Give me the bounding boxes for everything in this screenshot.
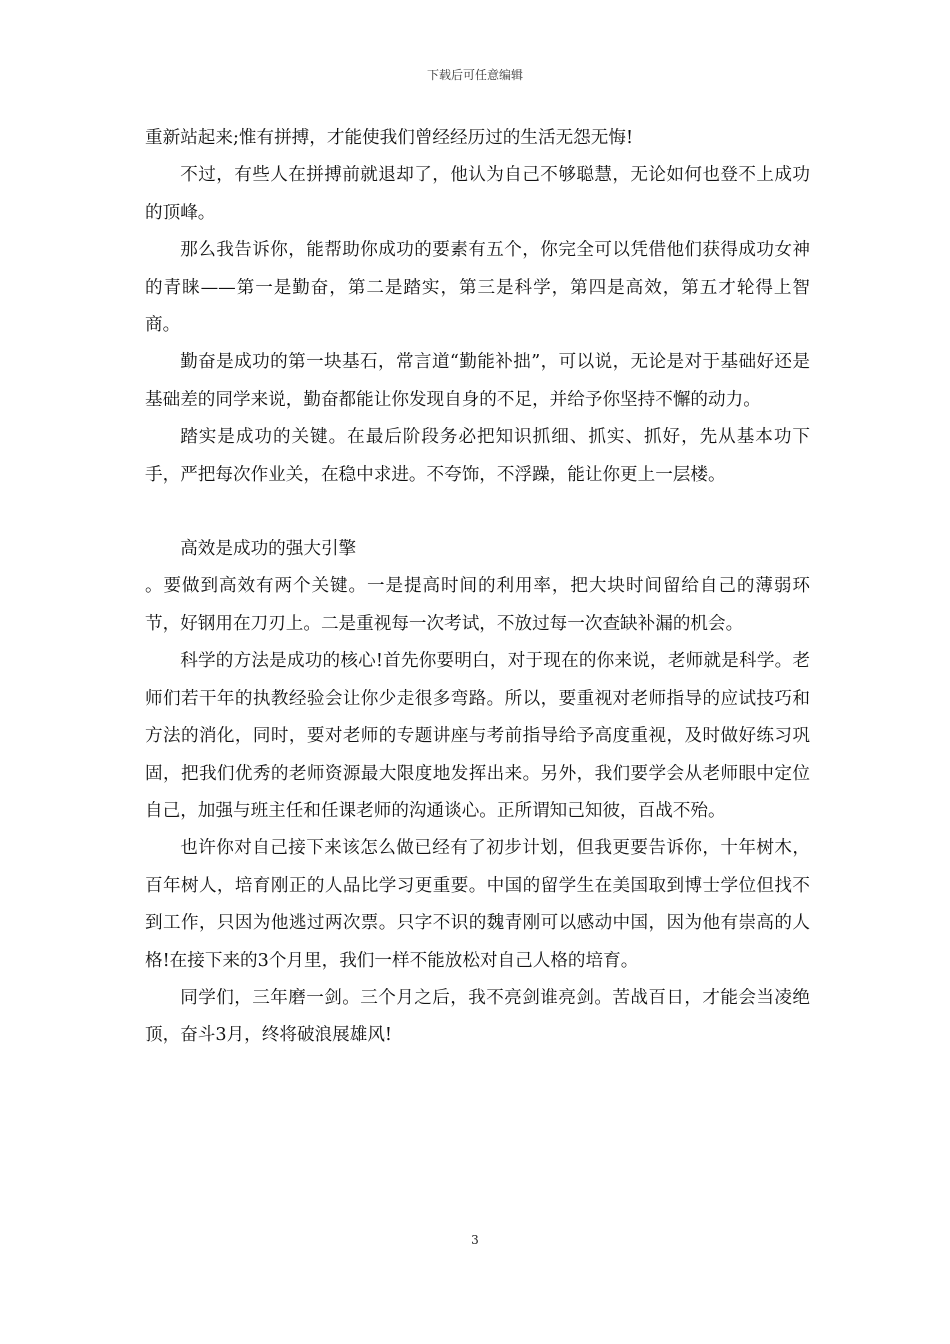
- paragraph-9: 同学们，三年磨一剑。三个月之后，我不亮剑谁亮剑。苦战百日，才能会当凌绝顶，奋斗3月，终将破浪展雄风!: [145, 987, 810, 1046]
- page-number: 3: [471, 1233, 479, 1247]
- section-heading-efficiency: 高效是成功的强大引擎: [180, 539, 357, 560]
- paragraph-1: 重新站起来;惟有拼搏，才能使我们曾经经历过的生活无怨无悔!: [145, 128, 634, 148]
- page-header: 下载后可任意编辑: [426, 68, 523, 82]
- paragraph-7: 科学的方法是成功的核心!首先你要明白，对于现在的你来说，老师就是科学。老师们若干年的执教经验会让你少走很多弯路。所以，要重视对老师指导的应试技巧和方法的消化，同时，要对老师的专题讲座与考前指导给予高度重视，及时做好练习巩固，把我们优秀的老师资源最大限度地发挥出来。另外，我们要学会从老师眼中定位自己，加强与班主任和任课老师的沟通谈心。正所谓知己知彼，百战不殆。: [145, 651, 810, 821]
- paragraph-8: 也许你对自己接下来该怎么做已经有了初步计划，但我更要告诉你，十年树木，百年树人，培育刚正的人品比学习更重要。中国的留学生在美国取到博士学位但找不到工作，只因为他逃过两次票。只字不识的魏青刚可以感动中国，因为他有崇高的人格!在接下来的3个月里，我们一样不能放松对自己人格的培育。: [145, 838, 810, 971]
- paragraph-6: 。要做到高效有两个关键。一是提高时间的利用率，把大块时间留给自己的薄弱环节，好钢用在刀刃上。二是重视每一次考试，不放过每一次查缺补漏的机会。: [145, 576, 810, 634]
- paragraph-3: 那么我告诉你，能帮助你成功的要素有五个，你完全可以凭借他们获得成功女神的青睐——第一是勤奋，第二是踏实，第三是科学，第四是高效，第五才轮得上智商。: [145, 240, 810, 336]
- document-body: [145, 120, 810, 1055]
- paragraph-4: 勤奋是成功的第一块基石，常言道“勤能补拙”，可以说，无论是对于基础好还是基础差的同学来说，勤奋都能让你发现自身的不足，并给予你坚持不懈的动力。: [145, 352, 810, 410]
- paragraph-5: 踏实是成功的关键。在最后阶段务必把知识抓细、抓实、抓好，先从基本功下手，严把每次作业关，在稳中求进。不夸饰，不浮躁，能让你更上一层楼。: [145, 427, 810, 485]
- paragraph-2: 不过，有些人在拼搏前就退却了，他认为自己不够聪慧，无论如何也登不上成功的顶峰。: [145, 165, 810, 223]
